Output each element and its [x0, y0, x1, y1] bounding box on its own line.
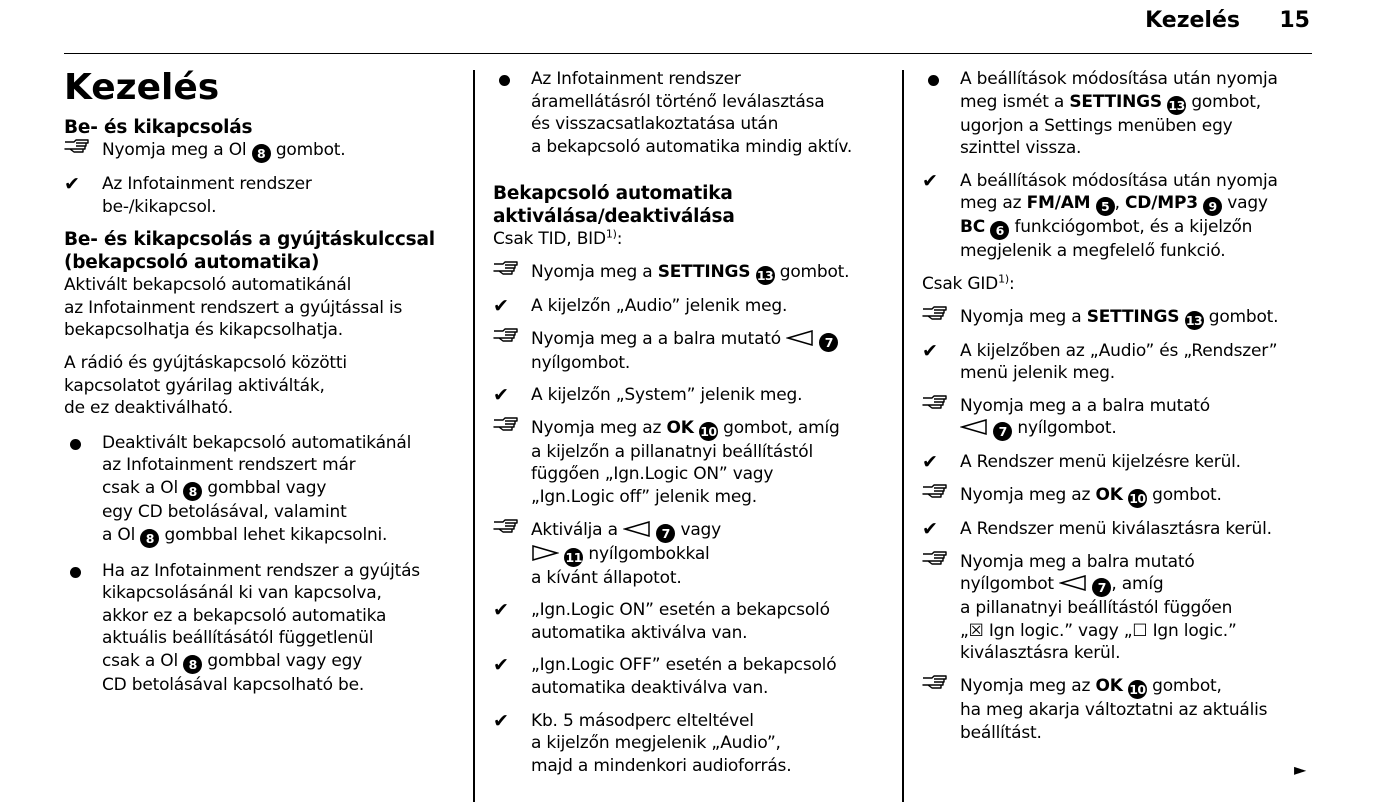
- button-number-badge: 13: [1185, 312, 1203, 328]
- result-item: ✔ „Ign.Logic OFF” esetén a bekapcsoló automatika deaktiválva van.: [493, 654, 837, 698]
- button-number-badge: 6: [990, 221, 1009, 240]
- button-number-badge: 8: [183, 655, 202, 674]
- pointing-hand-icon: [922, 675, 952, 691]
- button-number-badge: 7: [1092, 578, 1111, 597]
- button-number-badge: 13: [1168, 97, 1185, 113]
- pointing-hand-icon: [922, 395, 952, 411]
- pointing-hand-icon: [64, 139, 94, 155]
- instruction-step: Nyomja meg a a balra mutató 7 nyílgombot.: [493, 328, 893, 375]
- button-number-badge: 7: [993, 422, 1012, 441]
- bullet-item: Ha az Infotainment rendszer a gyújtás kikapcsolásánál ki van kapcsolva, akkor ez a bekapcsoló automatika aktuális beállításától függetlenül csak a Ol 8 gombbal vagy egy CD betolásával kapcsolható be.: [64, 560, 464, 697]
- scope-note: Csak TID, BID$^{1)}$:: [493, 227, 623, 250]
- result-item: ✔ A kijelzőn „Audio” jelenik meg.: [493, 294, 788, 317]
- checkmark-icon: ✔: [922, 451, 938, 474]
- pointing-hand-icon: [922, 484, 952, 500]
- paragraph: Aktivált bekapcsoló automatikánál az Infotainment rendszert a gyújtással is bekapcsolhatja és kikapcsolhatja.: [64, 275, 403, 341]
- pointing-hand-icon: [493, 261, 523, 277]
- result-item: ✔ „Ign.Logic ON” esetén a bekapcsoló automatika aktiválva van.: [493, 599, 830, 643]
- left-arrow-icon: [623, 521, 651, 537]
- bullet-icon: [928, 75, 939, 86]
- result-item: ✔ A beállítások módosítása után nyomja meg az FM/AM 5 , CD/MP3 9 vagy BC 6 funkciógombot, és a kijelzőn megjelenik a megfelelő funkció.: [922, 169, 1278, 262]
- main-title: Kezelés: [64, 67, 220, 108]
- instruction-step: Nyomja meg az OK 10 gombot, ha meg akarja változtatni az aktuális beállítást.: [922, 675, 1322, 744]
- column-divider: [473, 70, 475, 802]
- right-arrow-icon: [531, 545, 559, 561]
- result-item: ✔ A kijelzőn „System” jelenik meg.: [493, 384, 803, 407]
- instruction-step: Nyomja meg az OK 10 gombot.: [922, 484, 1322, 508]
- section-heading: Be- és kikapcsolás: [64, 117, 253, 138]
- button-number-badge: 8: [252, 144, 271, 163]
- button-number-badge: 10: [1129, 490, 1146, 506]
- result-item: ✔ Az Infotainment rendszer be-/kikapcsol.: [64, 173, 312, 217]
- pointing-hand-icon: [493, 328, 523, 344]
- button-number-badge: 11: [565, 549, 582, 565]
- result-item: ✔ A kijelzőben az „Audio” és „Rendszer” menü jelenik meg.: [922, 339, 1278, 384]
- checkmark-icon: ✔: [493, 709, 509, 732]
- bullet-item: Az Infotainment rendszer áramellátásról történő leválasztása és visszacsatlakoztatása után a bekapcsoló automatika mindig aktív.: [493, 68, 893, 158]
- checkmark-icon: ✔: [922, 517, 938, 540]
- button-number-badge: 10: [700, 423, 717, 439]
- instruction-step: Nyomja meg a a balra mutató 7 nyílgombot.: [922, 395, 1322, 442]
- checkmark-icon: ✔: [493, 384, 509, 407]
- next-page-arrow-icon: ►: [1294, 760, 1307, 779]
- instruction-step: Nyomja meg az OK 10 gombot, amíg a kijelzőn a pillanatnyi beállítástól függően „Ign.Logic ON” vagy „Ign.Logic off” jelenik meg.: [493, 417, 893, 509]
- bullet-icon: [70, 567, 81, 578]
- checkmark-icon: ✔: [493, 599, 509, 622]
- section-heading: Be- és kikapcsolás a gyújtáskulccsal (bekapcsoló automatika): [64, 229, 435, 274]
- column-divider: [902, 70, 904, 802]
- button-number-badge: 5: [1096, 197, 1115, 216]
- button-number-badge: 8: [140, 529, 159, 548]
- instruction-step: Aktiválja a 7 vagy 11 nyílgombokkal a kívánt állapotot.: [493, 519, 893, 590]
- checkmark-icon: ✔: [493, 654, 509, 677]
- left-arrow-icon: [786, 330, 814, 346]
- button-number-badge: 8: [183, 482, 202, 501]
- button-number-badge: 7: [656, 524, 675, 543]
- pointing-hand-icon: [493, 417, 523, 433]
- instruction-step: Nyomja meg a SETTINGS 13 gombot.: [493, 261, 893, 285]
- column-2: [493, 68, 893, 777]
- button-number-badge: 13: [756, 267, 774, 283]
- bullet-icon: [499, 75, 510, 86]
- left-arrow-icon: [960, 419, 988, 435]
- result-item: ✔ A Rendszer menü kiválasztásra kerül.: [922, 517, 1272, 540]
- bullet-icon: [70, 439, 81, 450]
- checkmark-icon: ✔: [922, 169, 938, 192]
- pointing-hand-icon: [922, 551, 952, 567]
- checkmark-icon: ✔: [64, 173, 80, 195]
- button-number-badge: 7: [819, 333, 838, 352]
- column-1: [64, 68, 464, 697]
- section-heading: Bekapcsoló automatika aktiválása/deaktiválása: [493, 183, 735, 228]
- checkmark-icon: ✔: [493, 294, 509, 317]
- button-number-badge: 9: [1203, 197, 1222, 216]
- left-arrow-icon: [1059, 575, 1087, 591]
- pointing-hand-icon: [922, 306, 952, 322]
- bullet-item: A beállítások módosítása után nyomja meg ismét a SETTINGS 13 gombot, ugorjon a Settings menüben egy szinttel vissza.: [922, 68, 1322, 160]
- result-item: ✔ A Rendszer menü kijelzésre kerül.: [922, 451, 1241, 474]
- pointing-hand-icon: [493, 519, 523, 535]
- result-item: ✔ Kb. 5 másodperc elteltével a kijelzőn megjelenik „Audio”, majd a mindenkori audioforrás.: [493, 709, 792, 776]
- page-number: 15: [1279, 8, 1310, 33]
- bullet-item: Deaktivált bekapcsoló automatikánál az Infotainment rendszert már csak a Ol 8 gombbal vagy egy CD betolásával, valamint a Ol 8 gombbal lehet kikapcsolni.: [64, 432, 464, 548]
- column-3: [922, 68, 1322, 744]
- button-number-badge: 10: [1129, 681, 1146, 697]
- page-header: [64, 0, 1312, 54]
- checkmark-icon: ✔: [922, 339, 938, 362]
- instruction-step: Nyomja meg a balra mutató nyílgombot 7 , amíg a pillanatnyi beállítástól függően „☒ Ign logic.” vagy „☐ Ign logic.” kiválasztásra kerül.: [922, 551, 1322, 665]
- header-title: Kezelés: [1145, 8, 1240, 33]
- instruction-step: Nyomja meg a Ol 8 gombot.: [64, 139, 464, 163]
- scope-note: Csak GID$^{1)}$:: [922, 272, 1015, 294]
- paragraph: A rádió és gyújtáskapcsoló közötti kapcsolatot gyárilag aktiválták, de ez deaktiválható.: [64, 352, 347, 419]
- instruction-step: Nyomja meg a SETTINGS 13 gombot.: [922, 306, 1322, 330]
